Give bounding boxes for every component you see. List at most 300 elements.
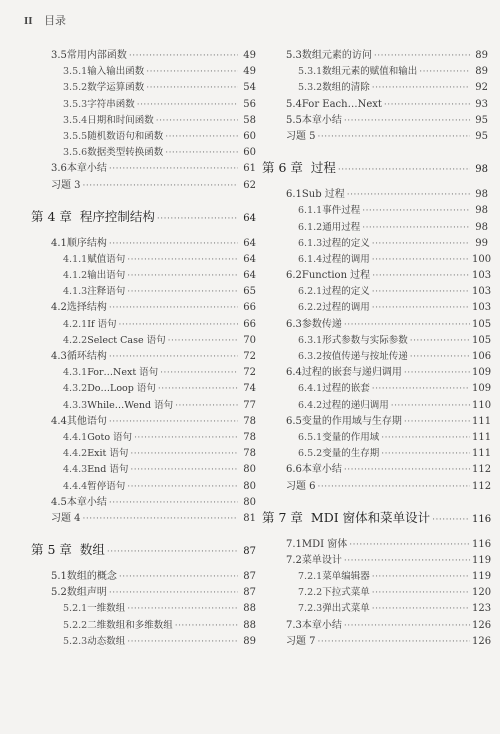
toc-entry [262, 462, 492, 478]
leader-dots [372, 381, 470, 397]
toc-entry-title: 数组元素的赋值和输出 [322, 66, 418, 78]
toc-entry-number: 4.2.2 [63, 334, 88, 346]
toc-entry-title: 一维数组 [87, 603, 126, 615]
toc-entry-page: 111 [472, 415, 492, 427]
toc-entry-title: 本章小结 [301, 619, 342, 631]
toc-entry-number: 6.1.3 [298, 237, 323, 249]
leader-dots [165, 129, 238, 145]
toc-entry-title: 习题 7 [286, 635, 316, 647]
leader-dots [127, 268, 238, 284]
toc-entry-page: 54 [243, 82, 256, 94]
toc-entry [31, 381, 256, 397]
toc-entry-number: 6.1 [286, 189, 302, 201]
leader-dots [127, 479, 238, 495]
toc-entry [31, 64, 256, 80]
leader-dots [410, 349, 470, 365]
toc-entry-page: 126 [472, 635, 492, 647]
toc-entry-number: 第 5 章 [31, 542, 72, 558]
leader-dots [109, 585, 238, 601]
toc-entry [31, 113, 256, 129]
toc-entry-number: 6.4 [286, 367, 302, 379]
toc-entry-page: 88 [243, 619, 256, 631]
leader-dots [165, 145, 238, 161]
toc-entry-title: 输入输出函数 [87, 66, 145, 78]
leader-dots [83, 178, 238, 194]
toc-entry-page: 92 [475, 82, 488, 94]
toc-entry-page: 120 [472, 587, 492, 599]
toc-entry-page: 78 [243, 431, 256, 443]
toc-entry-page: 112 [472, 480, 492, 492]
header-title: 目录 [44, 14, 67, 27]
leader-dots [127, 284, 238, 300]
toc-entry-page: 103 [472, 286, 492, 298]
toc-entry-title: 下拉式菜单 [322, 587, 370, 599]
toc-entry-title: Do…Loop 语句 [87, 383, 156, 395]
toc-entry-page: 99 [475, 237, 488, 249]
toc-entry-number: 4.1.1 [63, 253, 88, 265]
leader-dots [404, 365, 470, 381]
toc-entry-page: 78 [243, 448, 256, 460]
leader-dots [318, 634, 470, 650]
toc-entry-page: 72 [243, 367, 256, 379]
toc-entry-page: 74 [243, 383, 256, 395]
toc-entry-title: 菜单设计 [301, 554, 342, 566]
toc-entry-page: 65 [243, 286, 256, 298]
toc-entry-page: 64 [243, 270, 256, 282]
toc-entry [31, 97, 256, 113]
toc-entry [31, 585, 256, 601]
toc-chapter-entry [31, 539, 256, 561]
toc-entry [262, 268, 492, 284]
toc-entry-number: 4.3.1 [63, 367, 88, 379]
toc-entry [31, 618, 256, 634]
toc-entry [31, 398, 256, 414]
toc-entry-title: 选择结构 [66, 302, 107, 314]
toc-entry-title: 过程的嵌套 [322, 383, 370, 395]
toc-entry-title: MDI 窗体和菜单设计 [310, 509, 431, 525]
toc-entry-number: 4.1 [51, 237, 67, 249]
toc-entry-page: 110 [472, 399, 492, 411]
leader-dots [129, 48, 238, 64]
leader-dots [109, 236, 238, 252]
leader-dots [146, 80, 238, 96]
toc-entry [262, 537, 492, 553]
toc-entry [262, 284, 492, 300]
toc-exercise-entry [31, 178, 256, 194]
toc-entry-number: 6.3.2 [298, 351, 323, 362]
toc-entry-page: 116 [472, 538, 492, 550]
toc-entry [262, 97, 488, 113]
leader-dots [372, 236, 470, 252]
leader-dots [344, 553, 470, 569]
toc-entry-page: 105 [472, 334, 492, 346]
leader-dots [362, 203, 470, 219]
toc-entry [31, 300, 256, 316]
toc-entry-title: 过程的递归调用 [322, 399, 389, 411]
toc-entry-page: 119 [472, 554, 492, 566]
toc-entry-number: 6.1.1 [298, 205, 323, 217]
toc-entry-number: 5.3.1 [298, 66, 323, 78]
toc-entry-page: 81 [243, 512, 256, 524]
toc-entry-page: 89 [475, 66, 488, 78]
toc-entry-title: 过程的调用 [322, 253, 370, 265]
toc-entry-page: 93 [475, 98, 488, 110]
toc-entry-title: 按值传递与按址传递 [322, 351, 408, 362]
toc-entry [31, 80, 256, 96]
toc-entry [31, 145, 256, 161]
toc-entry-title: 数组的清除 [322, 82, 370, 94]
leader-dots [372, 569, 470, 585]
toc-entry [31, 495, 256, 511]
toc-entry-number: 6.6 [286, 464, 302, 476]
leader-dots [381, 430, 470, 446]
toc-entry-page: 61 [243, 163, 256, 175]
leader-dots [109, 349, 238, 365]
toc-exercise-entry [262, 634, 492, 650]
toc-entry-page: 66 [243, 318, 256, 330]
toc-entry-number: 3.6 [51, 163, 67, 175]
toc-entry-title: 本章小结 [66, 163, 107, 175]
leader-dots [374, 48, 470, 64]
toc-entry-title: Goto 语句 [87, 431, 133, 443]
toc-entry-page: 119 [472, 571, 492, 583]
toc-entry-title: 通用过程 [322, 221, 361, 233]
leader-dots [318, 479, 470, 495]
toc-entry [31, 268, 256, 284]
toc-entry-page: 66 [243, 302, 256, 314]
toc-entry-number: 4.1.2 [63, 270, 88, 282]
leader-dots [318, 129, 470, 145]
toc-entry-page: 109 [472, 367, 492, 379]
toc-entry-number: 3.5.4 [63, 114, 88, 126]
toc-entry [262, 585, 492, 601]
toc-entry [262, 113, 488, 129]
toc-entry-page: 95 [475, 130, 488, 142]
toc-entry-title: Exit 语句 [87, 448, 129, 460]
toc-entry-title: 变量的作用域与生存期 [301, 415, 402, 427]
toc-entry-page: 103 [472, 270, 492, 282]
toc-entry-number: 3.5.2 [63, 82, 88, 94]
toc-entry-title: End 语句 [87, 464, 129, 476]
toc-exercise-entry [262, 479, 492, 495]
toc-entry-title: 本章小结 [301, 114, 342, 126]
toc-entry [262, 80, 488, 96]
leader-dots [344, 317, 470, 333]
toc-entry-title: 习题 4 [51, 512, 81, 524]
leader-dots [109, 161, 238, 177]
toc-entry [31, 252, 256, 268]
toc-entry-page: 89 [243, 635, 256, 647]
toc-entry-number: 4.4.3 [63, 464, 88, 476]
leader-dots [372, 601, 470, 617]
leader-dots [372, 585, 470, 601]
toc-entry-number: 4.4.4 [63, 480, 88, 492]
leader-dots [410, 333, 470, 349]
toc-entry-page: 60 [243, 130, 256, 142]
toc-entry [31, 479, 256, 495]
toc-entry-page: 126 [472, 619, 492, 631]
toc-entry-page: 98 [475, 221, 488, 233]
toc-entry-number: 4.2 [51, 302, 67, 314]
toc-entry-page: 112 [472, 464, 492, 476]
toc-entry-page: 87 [243, 587, 256, 599]
toc-entry-number: 7.2.3 [298, 603, 323, 615]
toc-entry-title: 日期和时间函数 [87, 114, 154, 126]
leader-dots [109, 414, 238, 430]
toc-entry-number: 3.5.3 [63, 98, 88, 110]
toc-entry-title: 过程的调用 [322, 302, 370, 314]
toc-entry-number: 4.3 [51, 351, 67, 362]
toc-entry-page: 95 [475, 114, 488, 126]
toc-entry-number: 第 6 章 [262, 160, 303, 176]
toc-entry-title: 过程的定义 [322, 286, 370, 298]
toc-chapter-entry [31, 206, 256, 228]
toc-entry [262, 236, 488, 252]
toc-entry-number: 6.5 [286, 415, 302, 427]
toc-entry [262, 220, 488, 236]
toc-entry-page: 106 [472, 351, 492, 362]
toc-entry-number: 5.2 [51, 587, 67, 599]
toc-entry [262, 203, 488, 219]
toc-entry-number: 7.2.2 [298, 587, 323, 599]
toc-entry-title: 菜单编辑器 [322, 571, 370, 583]
toc-entry-title: 其他语句 [66, 415, 107, 427]
toc-entry-number: 3.5.1 [63, 66, 88, 78]
toc-entry-number: 7.3 [286, 619, 302, 631]
leader-dots [372, 252, 470, 268]
toc-entry-title: 程序控制结构 [79, 208, 155, 224]
leader-dots [160, 365, 238, 381]
leader-dots [338, 159, 470, 181]
toc-entry [31, 446, 256, 462]
toc-entry-page: 87 [243, 571, 256, 583]
toc-entry-title: 数组的概念 [66, 571, 117, 583]
leader-dots [157, 208, 238, 230]
toc-entry-page: 64 [243, 253, 256, 265]
toc-entry-page: 98 [475, 164, 488, 176]
toc-entry-number: 5.2.2 [63, 619, 88, 631]
toc-exercise-entry [262, 129, 488, 145]
leader-dots [384, 97, 470, 113]
toc-entry-title: 过程的定义 [322, 237, 370, 249]
toc-entry [31, 462, 256, 478]
toc-entry [262, 553, 492, 569]
toc-entry-title: 数组 [79, 542, 105, 558]
leader-dots [83, 511, 238, 527]
toc-entry-page: 64 [243, 237, 256, 249]
toc-entry [31, 569, 256, 585]
toc-entry [262, 252, 492, 268]
toc-entry-number: 3.5.6 [63, 147, 88, 159]
leader-dots [118, 317, 238, 333]
toc-entry-title: 习题 6 [286, 480, 316, 492]
toc-entry-title: Function 过程 [301, 270, 371, 282]
leader-dots [109, 300, 238, 316]
toc-entry-number: 6.1.2 [298, 221, 323, 233]
toc-entry-number: 3.5.5 [63, 130, 88, 142]
toc-entry [262, 365, 492, 381]
toc-entry-page: 77 [243, 399, 256, 411]
toc-entry-title: 形式参数与实际参数 [322, 334, 408, 346]
leader-dots [168, 333, 238, 349]
toc-entry [31, 634, 256, 650]
toc-entry [31, 236, 256, 252]
toc-entry [262, 381, 492, 397]
toc-entry-number: 6.3 [286, 318, 302, 330]
leader-dots [344, 113, 470, 129]
toc-entry-title: 动态数组 [87, 635, 126, 647]
toc-entry [262, 618, 492, 634]
toc-entry-page: 80 [243, 464, 256, 476]
toc-entry-page: 49 [243, 50, 256, 61]
toc-entry-title: 顺序结构 [66, 237, 107, 249]
leader-dots [391, 398, 470, 414]
toc-entry-number: 6.4.1 [298, 383, 323, 395]
toc-entry-page: 78 [243, 415, 256, 427]
toc-entry [262, 398, 492, 414]
toc-entry [262, 601, 492, 617]
toc-entry-title: 变量的作用域 [322, 431, 380, 443]
leader-dots [127, 601, 238, 617]
toc-entry-title: 本章小结 [66, 496, 107, 508]
leader-dots [349, 537, 470, 553]
leader-dots [372, 80, 470, 96]
toc-entry-title: 变量的生存期 [322, 448, 380, 460]
toc-entry-number: 4.4 [51, 415, 67, 427]
leader-dots [175, 398, 238, 414]
toc-entry-title: While…Wend 语句 [87, 399, 174, 411]
toc-entry [262, 349, 492, 365]
toc-entry-page: 62 [243, 179, 256, 191]
toc-entry-title: 循环结构 [66, 351, 107, 362]
toc-entry-number: 3.5 [51, 50, 67, 61]
leader-dots [109, 495, 238, 511]
toc-entry-page: 80 [243, 496, 256, 508]
toc-right-column [262, 48, 492, 650]
toc-entry-title: 数据类型转换函数 [87, 147, 164, 159]
toc-entry-page: 98 [475, 205, 488, 217]
toc-left-column [31, 48, 256, 650]
leader-dots [404, 414, 470, 430]
toc-entry-title: Select Case 语句 [87, 334, 166, 346]
leader-dots [347, 187, 470, 203]
toc-entry [262, 300, 492, 316]
toc-entry-page: 123 [472, 603, 492, 615]
toc-chapter-entry [262, 507, 492, 529]
leader-dots [372, 300, 470, 316]
running-header [24, 12, 66, 28]
toc-entry-title: 事件过程 [322, 205, 361, 217]
toc-entry-title: 习题 5 [286, 130, 316, 142]
toc-entry-title: 参数传递 [301, 318, 342, 330]
toc-entry-page: 116 [472, 513, 492, 525]
toc-entry-title: Sub 过程 [301, 189, 345, 201]
leader-dots [381, 446, 470, 462]
leader-dots [432, 509, 470, 531]
toc-entry-title: 注释语句 [87, 286, 126, 298]
toc-entry-number: 6.1.4 [298, 253, 323, 265]
toc-entry-number: 7.2 [286, 554, 302, 566]
toc-entry-page: 87 [243, 546, 256, 558]
toc-entry-number: 7.2.1 [298, 571, 323, 583]
toc-entry-page: 111 [472, 431, 492, 443]
toc-entry-number: 6.2.2 [298, 302, 323, 314]
toc-entry-title: 弹出式菜单 [322, 603, 370, 615]
toc-exercise-entry [31, 511, 256, 527]
leader-dots [158, 381, 238, 397]
leader-dots [372, 284, 470, 300]
toc-entry-number: 4.2.1 [63, 318, 88, 330]
leader-dots [362, 220, 470, 236]
leader-dots [146, 64, 238, 80]
toc-entry-page: 109 [472, 383, 492, 395]
toc-entry-title: 数组元素的访问 [301, 50, 372, 61]
toc-entry-number: 5.2.3 [63, 635, 88, 647]
toc-entry-title: 数组声明 [66, 587, 107, 599]
toc-entry-number: 4.1.3 [63, 286, 88, 298]
toc-entry-page: 58 [243, 114, 256, 126]
leader-dots [175, 618, 238, 634]
toc-entry-page: 80 [243, 480, 256, 492]
toc-entry-number: 第 4 章 [31, 208, 72, 224]
toc-entry-number: 5.4 [286, 98, 302, 110]
toc-entry-title: 赋值语句 [87, 253, 126, 265]
toc-entry-page: 103 [472, 302, 492, 314]
leader-dots [130, 462, 238, 478]
toc-entry-page: 100 [472, 253, 492, 265]
toc-entry-page: 105 [472, 318, 492, 330]
leader-dots [119, 569, 238, 585]
toc-entry [262, 569, 492, 585]
toc-entry [262, 64, 488, 80]
toc-entry-page: 88 [243, 603, 256, 615]
toc-entry-number: 6.2 [286, 270, 302, 282]
leader-dots [137, 97, 238, 113]
toc-entry-title: MDI 窗体 [301, 538, 348, 550]
toc-entry-title: 本章小结 [301, 464, 342, 476]
toc-entry [31, 601, 256, 617]
leader-dots [344, 462, 470, 478]
toc-entry [31, 333, 256, 349]
toc-entry [31, 365, 256, 381]
toc-entry-number: 6.3.1 [298, 334, 323, 346]
toc-entry [262, 446, 492, 462]
toc-entry-number: 6.4.2 [298, 399, 323, 411]
toc-entry-number: 6.5.2 [298, 448, 323, 460]
toc-entry-number: 5.3.2 [298, 82, 323, 94]
toc-entry-number: 7.1 [286, 538, 302, 550]
toc-entry-page: 49 [243, 66, 256, 78]
toc-entry-page: 89 [475, 50, 488, 61]
toc-entry-number: 4.4.2 [63, 448, 88, 460]
toc-entry [31, 161, 256, 177]
leader-dots [107, 541, 238, 563]
header-page-number: II [24, 15, 33, 27]
leader-dots [127, 252, 238, 268]
toc-entry-title: 字符串函数 [87, 98, 135, 110]
toc-entry [262, 187, 488, 203]
toc-entry-page: 111 [472, 448, 492, 460]
toc-entry-page: 70 [243, 334, 256, 346]
leader-dots [127, 634, 238, 650]
toc-entry-number: 6.5.1 [298, 431, 323, 443]
toc-entry-title: 输出语句 [87, 270, 126, 282]
toc-entry-number: 5.1 [51, 571, 67, 583]
toc-entry-number: 5.2.1 [63, 603, 88, 615]
toc-entry-number: 6.2.1 [298, 286, 323, 298]
toc-entry-number: 4.4.1 [63, 431, 88, 443]
toc-entry-title: 过程 [310, 160, 336, 176]
